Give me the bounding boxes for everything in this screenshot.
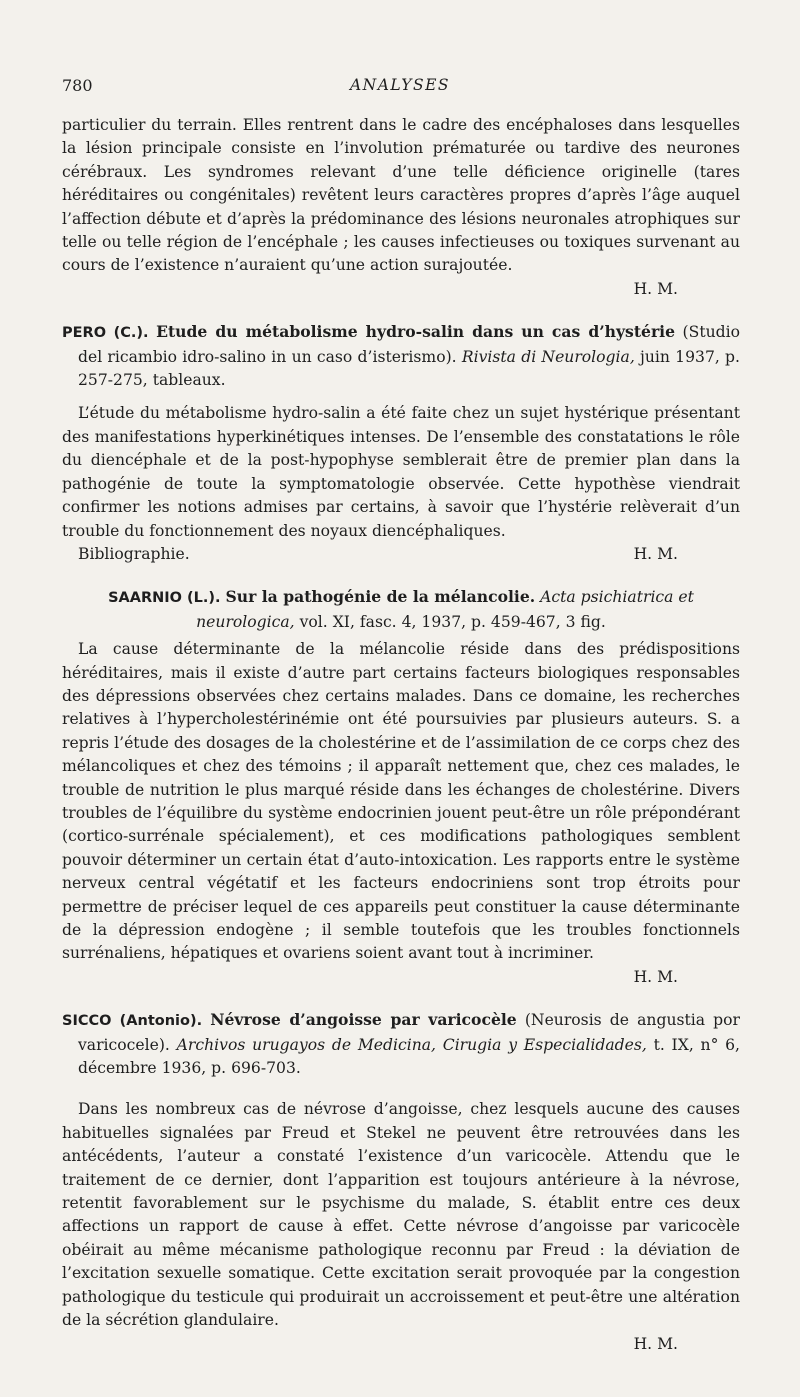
page-content bbox=[62, 114, 740, 1356]
review-reference-pero bbox=[62, 320, 740, 392]
original-title: (Studio del ricambio idro-salino in un caso d’isterismo). bbox=[78, 323, 740, 366]
article-title: Sur la pathogénie de la mélancolie. bbox=[225, 587, 536, 607]
citation-details: t. IX, n° 6, décembre 1936, p. 696-703. bbox=[78, 1035, 740, 1078]
journal-name: Archivos urugayos de Medicina, Cirugia y Especialidades, bbox=[176, 1035, 647, 1054]
signature: H. M. bbox=[633, 1334, 678, 1353]
article-title: Etude du métabolisme hydro-salin dans un cas d’hystérie bbox=[156, 322, 676, 342]
continued-paragraph: particulier du terrain. Elles rentrent dans le cadre des encéphaloses dans lesquelles la lésion principale consiste en l’involution prématurée ou tardive des neurones cérébraux. Les syndromes relevant d’une telle déficience originelle (tares héréditaires ou congénitales) revêtent leurs caractères propres d’après l’âge auquel l’affection débute et d’après la prédominance des lésions neuronales atrophiques sur telle ou telle région de l’encéphale ; les causes infectieuses ou toxiques survenant au cours de l’existence n’auraient qu’une action surajoutée. bbox=[62, 116, 740, 275]
citation-details: juin 1937, p. 257-275, tableaux. bbox=[78, 347, 740, 390]
review-reference-saarnio bbox=[62, 585, 740, 634]
bibliography-label: Bibliographie. bbox=[78, 544, 190, 563]
author: SICCO (Antonio). bbox=[62, 1013, 203, 1030]
review-body-sicco: Dans les nombreux cas de névrose d’angoisse, chez lesquels aucune des causes habituelles signalées par Freud et Stekel ne peuvent être retrouvées dans les antécédents, l’auteur a constaté l’existence d’un varicocèle. Attendu que le traitement de ce dernier, dont l’apparition est toujours antérieure à la névrose, retentit favorablement sur le psychisme du malade, S. établit entre ces deux affections un rapport de cause à effet. Cette névrose d’angoisse par varicocèle obéirait au même mécanisme pathologique reconnu par Freud : la déviation de l’excitation sexuelle somatique. Cette excitation serait provoquée par la congestion pathologique du testicule qui produirait un accroissement et peut-être une altération de la sécrétion glandulaire. bbox=[62, 1100, 740, 1330]
review-reference-sicco bbox=[62, 1008, 740, 1080]
journal-name: Acta psichiatrica et neurologica, bbox=[196, 588, 694, 631]
journal-name: Rivista di Neurologia, bbox=[461, 347, 635, 366]
review-body-saarnio: La cause déterminante de la mélancolie réside dans des prédispositions héréditaires, mais il existe d’autre part certains facteurs biologiques responsables des dépressions observées chez certains malades. Dans ce domaine, les recherches relatives à l’hypercholestérinémie ont été poursuivies par plusieurs auteurs. S. a repris l’étude des dosages de la cholestérine et de l’assimilation de ce corps chez des mélancoliques et chez des témoins ; il apparaît nettement que, chez ces malades, le trouble de nutrition le plus marqué réside dans les échanges de cholestérine. Divers troubles de l’équilibre du système endocrinien jouent peut-être un rôle prépondérant (cortico-surrénale spécialement), et ces modifications pathologiques semblent pouvoir déterminer un certain état d’auto-intoxication. Les rapports entre le système nerveux central végétatif et les facteurs endocriniens sont trop étroits pour permettre de préciser lequel de ces appareils peut constituer la cause déterminante de la dépression endogène ; il semble toutefois que les troubles fonctionnels surrénaliens, hépatiques et ovariens soient avant tout à incriminer. bbox=[62, 640, 740, 963]
original-title: (Neurosis de angustia por varicocele). bbox=[78, 1011, 740, 1054]
signature: H. M. bbox=[633, 967, 678, 986]
review-body-pero: L’étude du métabolisme hydro-salin a été faite chez un sujet hystérique présentant des manifestations hyperkinétiques intenses. De l’ensemble des constatations le rôle du diencéphale et de la post-hypophyse semblerait être de premier plan dans la pathogénie de toute la symptomatologie observée. Cette hypothèse viendrait confirmer les notions admises par certains, à savoir que l’hystérie relèverait d’un trouble du fonctionnement des noyaux diencéphaliques. bbox=[62, 404, 740, 540]
signature: H. M. bbox=[633, 544, 678, 563]
author: PERO (C.). bbox=[62, 325, 149, 342]
article-title: Névrose d’angoisse par varicocèle bbox=[210, 1010, 517, 1030]
citation-details: vol. XI, fasc. 4, 1937, p. 459-467, 3 fig. bbox=[299, 612, 606, 631]
page-number: 780 bbox=[62, 76, 93, 95]
author: SAARNIO (L.). bbox=[108, 590, 221, 607]
bibliography-line bbox=[62, 543, 740, 566]
signature: H. M. bbox=[633, 279, 678, 298]
running-title: ANALYSES bbox=[349, 76, 451, 94]
running-header bbox=[62, 76, 738, 98]
